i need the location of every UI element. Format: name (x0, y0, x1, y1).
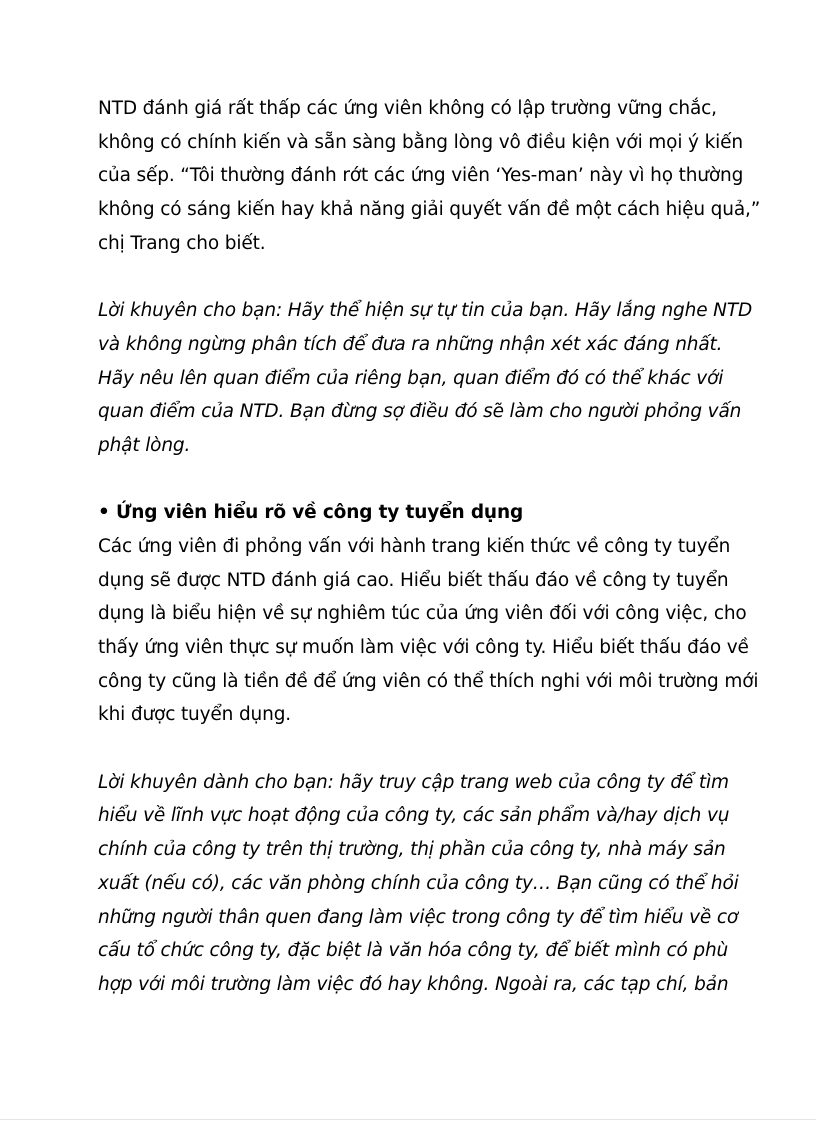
advice-paragraph-research (98, 766, 738, 1002)
text-line: Hãy nêu lên quan điểm của riêng bạn, quan điểm đó có thể khác với (98, 367, 724, 389)
text-line: phật lòng. (98, 434, 191, 456)
text-line: dụng là biểu hiện về sự nghiêm túc của ứng viên đối với công việc, cho (98, 603, 747, 625)
text-line: không có sáng kiến hay khả năng giải quyết vấn đề một cách hiệu quả,” (98, 199, 761, 221)
text-line: cấu tổ chức công ty, đặc biệt là văn hóa công ty, để biết mình có phù (98, 940, 729, 962)
paragraph-company-knowledge (98, 530, 759, 732)
page-bottom-divider (0, 1119, 816, 1120)
text-line: dụng sẽ được NTD đánh giá cao. Hiểu biết thấu đáo về công ty tuyển (98, 569, 729, 591)
section-heading-company-knowledge (98, 496, 738, 530)
text-line: chị Trang cho biết. (98, 232, 266, 254)
document-page (98, 92, 761, 1035)
text-line: hiểu về lĩnh vực hoạt động của công ty, các sản phẩm và/hay dịch vụ (98, 805, 730, 827)
text-line: Các ứng viên đi phỏng vấn với hành trang kiến thức về công ty tuyển (98, 535, 731, 557)
text-line: không có chính kiến và sẵn sàng bằng lòng vô điều kiện với mọi ý kiến (98, 131, 743, 153)
text-line: Lời khuyên dành cho bạn: hãy truy cập trang web của công ty để tìm (98, 771, 729, 793)
text-line: thấy ứng viên thực sự muốn làm việc với công ty. Hiểu biết thấu đáo về (98, 637, 749, 658)
text-line: chính của công ty trên thị trường, thị phần của công ty, nhà máy sản (98, 839, 726, 861)
text-line: khi được tuyển dụng. (98, 704, 292, 726)
paragraph-yes-man (98, 92, 761, 260)
text-line: xuất (nếu có), các văn phòng chính của công ty… Bạn cũng có thể hỏi (98, 872, 739, 894)
text-line: và không ngừng phân tích để đưa ra những nhận xét xác đáng nhất. (98, 333, 723, 355)
text-line: công ty cũng là tiền đề để ứng viên có thể thích nghi với môi trường mới (98, 670, 759, 692)
text-line: quan điểm của NTD. Bạn đừng sợ điều đó sẽ làm cho người phỏng vấn (98, 401, 742, 423)
text-line: NTD đánh giá rất thấp các ứng viên không có lập trường vững chắc, (98, 98, 717, 119)
text-line: hợp với môi trường làm việc đó hay không. Ngoài ra, các tạp chí, bản (98, 973, 729, 995)
advice-paragraph-confidence (98, 294, 753, 462)
text-line: Lời khuyên cho bạn: Hãy thể hiện sự tự tin của bạn. Hãy lắng nghe NTD (98, 300, 753, 322)
text-line: của sếp. “Tôi thường đánh rớt các ứng viên ‘Yes-man’ này vì họ thường (98, 165, 744, 187)
section-heading: • Ứng viên hiểu rõ về công ty tuyển dụng (98, 502, 524, 524)
text-line: những người thân quen đang làm việc trong công ty để tìm hiểu về cơ (98, 906, 739, 928)
